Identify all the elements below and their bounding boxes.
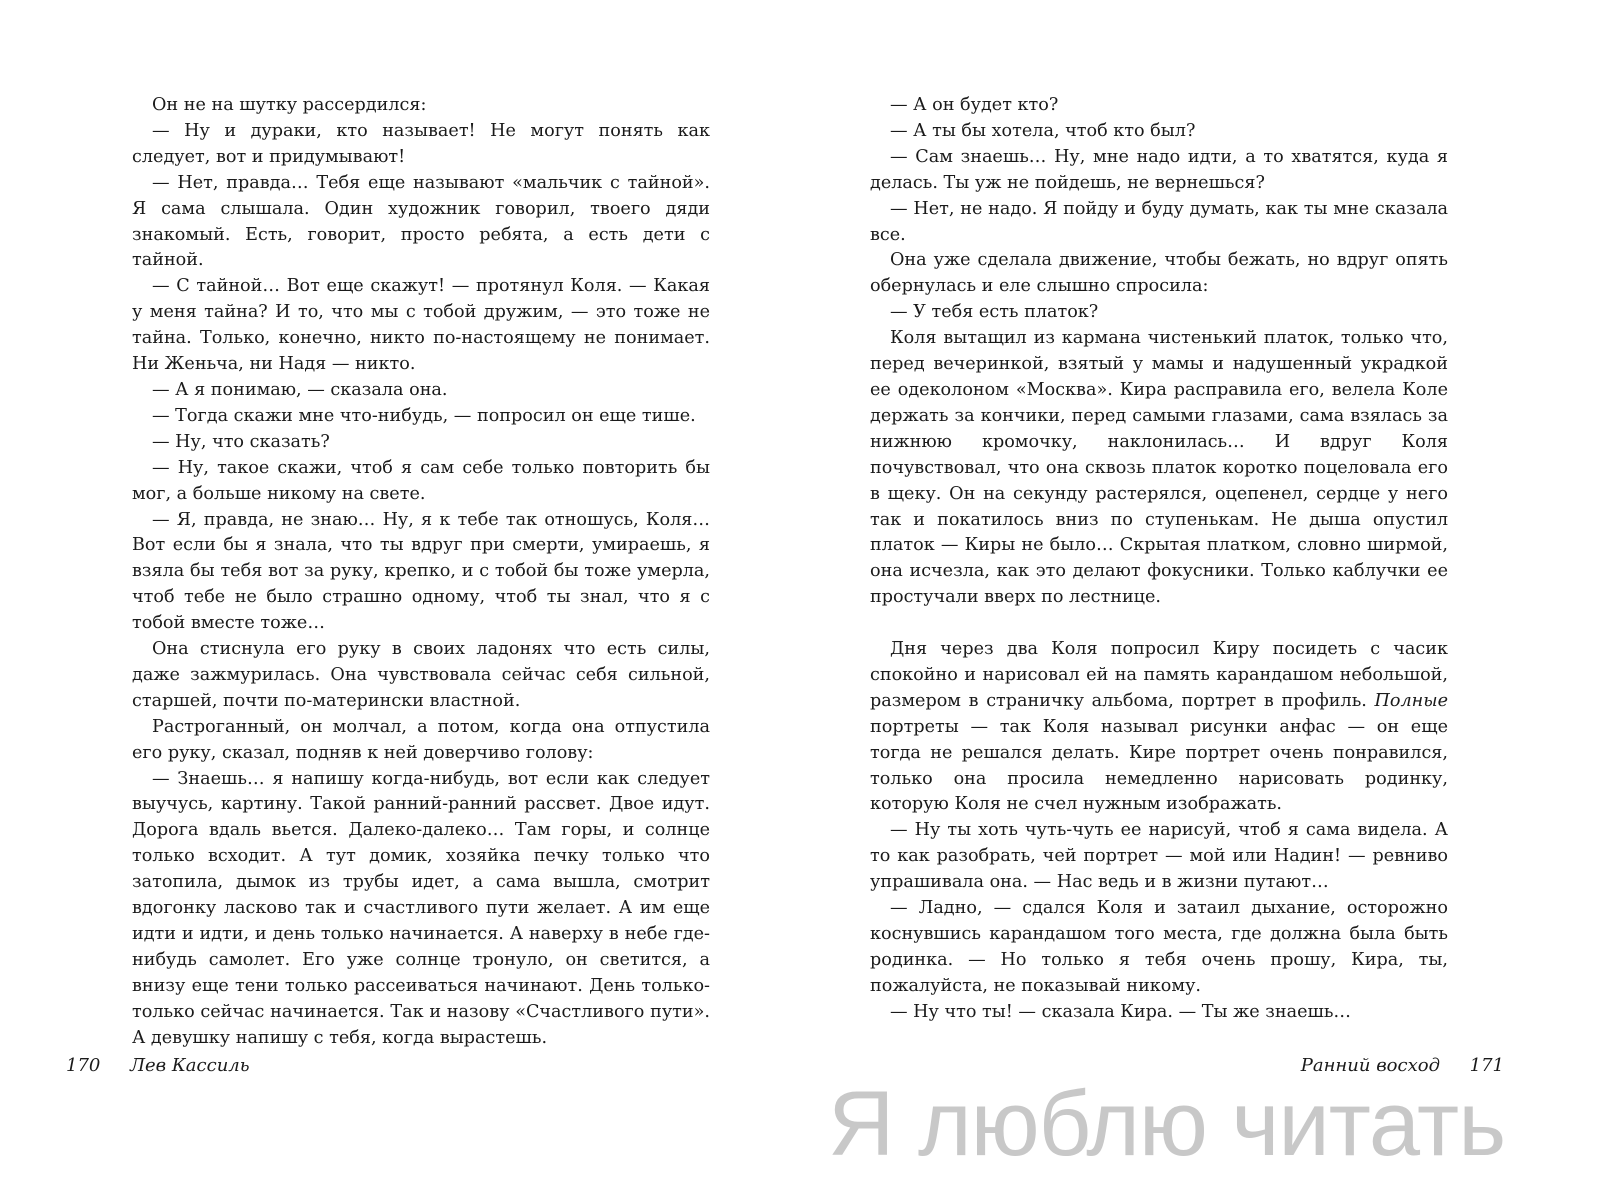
paragraph: — А ты бы хотела, чтоб кто был?: [890, 120, 1196, 141]
paragraph: — Нет, правда… Тебя еще называют «мальчик с тайной». Я сама слышала. Один художник говорил, твоего дяди знакомый. Есть, говорит, просто ребята, а есть дети с тайной.: [132, 172, 710, 271]
italic-word: Полные: [1374, 690, 1449, 711]
paragraph: — Тогда скажи мне что-нибудь, — попросил он еще тише.: [152, 405, 696, 426]
page-number: 170: [66, 1055, 101, 1076]
paragraph: [870, 637, 1448, 818]
paragraph: — Ну ты хоть чуть-чуть ее нарисуй, чтоб я сама видела. А то как разобрать, чей портрет — мой или Надин! — ревниво упрашивала она. — Нас ведь и в жизни путают…: [870, 820, 1448, 893]
section-break: [870, 611, 1448, 637]
running-head-title: Ранний восход: [1300, 1055, 1440, 1076]
paragraph: — Ну и дураки, кто называет! Не могут понять как следует, вот и придумывают!: [132, 120, 710, 167]
watermark: Я люблю читать: [828, 1073, 1506, 1175]
paragraph-text: Дня через два Коля попросил Киру посидеть с часик спокойно и нарисовал ей на память карандашом небольшой, размером в страничку альбома, портрет в профиль.: [870, 639, 1448, 711]
paragraph: — Ну, такое скажи, чтоб я сам себе только повторить бы мог, а больше никому на свете.: [132, 457, 710, 504]
paragraph: — Сам знаешь… Ну, мне надо идти, а то хватятся, куда я делась. Ты уж не пойдешь, не вернешься?: [870, 146, 1448, 193]
paragraph: — Ладно, — сдался Коля и затаил дыхание, осторожно коснувшись карандашом того места, где должна была быть родинка. — Но только я тебя очень прошу, Кира, ты, пожалуйста, не показывай никому.: [870, 898, 1448, 996]
paragraph: — Нет, не надо. Я пойду и буду думать, как ты мне сказала все.: [870, 198, 1448, 245]
running-head-author: Лев Кассиль: [130, 1055, 250, 1076]
paragraph: Она стиснула его руку в своих ладонях что есть силы, даже зажмурилась. Она чувствовала сейчас себя сильной, старшей, почти по-матерински властной.: [132, 639, 710, 711]
paragraph-text: портреты — так Коля называл рисунки анфас — он еще тогда не решался делать. Кире портрет очень понравился, только она просила немедленно нарисовать родинку, которую Коля не счел нужным изображать.: [870, 716, 1448, 815]
paragraph: — Я, правда, не знаю… Ну, я к тебе так отношусь, Коля… Вот если бы я знала, что ты вдруг при смерти, умираешь, я взяла бы тебя вот за руку, крепко, и с тобой бы тоже умерла, чтоб тебе не было страшно одному, чтоб ты знал, что я с тобой вместе тоже…: [132, 509, 710, 634]
paragraph: — А он будет кто?: [890, 95, 1059, 115]
paragraph: Он не на шутку рассердился:: [152, 95, 427, 115]
paragraph: — С тайной… Вот еще скажут! — протянул Коля. — Какая у меня тайна? И то, что мы с тобой дружим, — это тоже не тайна. Только, конечно, никто по-настоящему не понимает. Ни Женьча, ни Надя — никто.: [132, 276, 710, 375]
paragraph: Она уже сделала движение, чтобы бежать, но вдруг опять обернулась и еле слышно спросила:: [870, 250, 1448, 297]
right-page-text: [870, 93, 1448, 1026]
left-page-text: [132, 93, 710, 1052]
paragraph: — У тебя есть платок?: [890, 302, 1099, 323]
paragraph: Растроганный, он молчал, а потом, когда она отпустила его руку, сказал, подняв к ней доверчиво голову:: [132, 716, 710, 763]
paragraph: — А я понимаю, — сказала она.: [152, 379, 448, 400]
right-page: [800, 0, 1600, 1200]
paragraph: — Ну, что сказать?: [152, 431, 330, 452]
paragraph: — Ну что ты! — сказала Кира. — Ты же знаешь…: [890, 1001, 1352, 1022]
page-number: 171: [1469, 1055, 1504, 1076]
paragraph: — Знаешь… я напишу когда-нибудь, вот если как следует выучусь, картину. Такой ранний-ранний рассвет. Двое идут. Дорога вдаль вьется. Далеко-далеко… Там горы, и солнце только всходит. А тут домик, хозяйка печку только что затопила, дымок из трубы идет, а сама вышла, смотрит вдогонку ласково так и счастливого пути желает. А им еще идти и идти, и день только начинается. А наверху в небе где-нибудь самолет. Его уже солнце тронуло, он светится, а внизу еще тени только рассеиваться начинают. День только-только сейчас начинается. Так и назову «Счастливого пути». А девушку напишу с тебя, когда вырастешь.: [132, 768, 710, 1048]
paragraph: Коля вытащил из кармана чистенький платок, только что, перед вечеринкой, взятый у мамы и надушенный украдкой ее одеколоном «Москва». Кира расправила его, велела Коле держать за кончики, перед самыми глазами, сама взялась за нижнюю кромочку, наклонилась… И вдруг Коля почувствовал, что она сквозь платок коротко поцеловала его в щеку. Он на секунду растерялся, оцепенел, сердце у него так и покатилось вниз по ступенькам. Не дыша опустил платок — Киры не было… Скрытая платком, словно ширмой, она исчезла, как это делают фокусники. Только каблучки ее простучали вверх по лестнице.: [870, 328, 1448, 608]
